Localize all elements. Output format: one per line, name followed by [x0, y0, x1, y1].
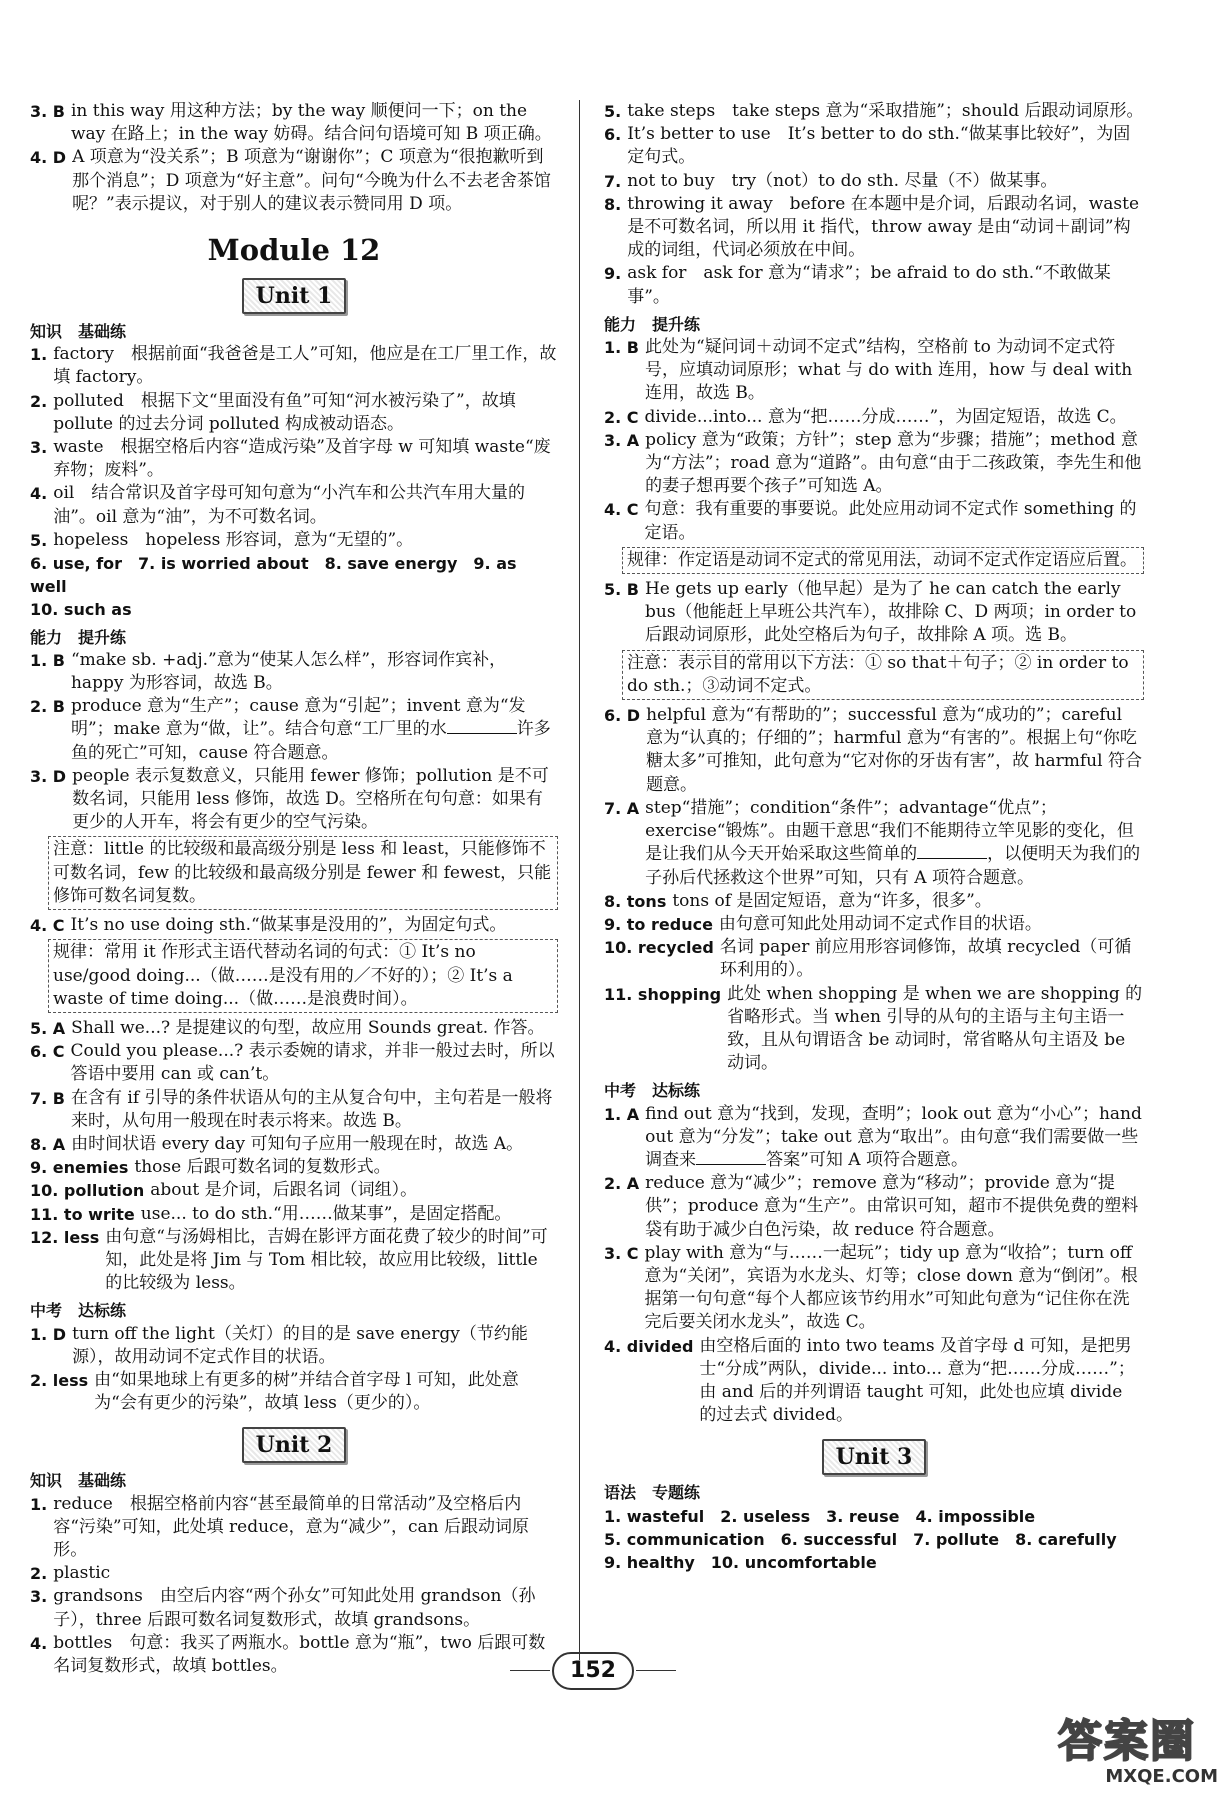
unit1-exam-list — [30, 1323, 558, 1416]
section-exam: 中考 达标练 — [604, 1081, 701, 1101]
answer-number: 8. A — [30, 1134, 66, 1154]
answer-explanation: in this way 用这种方法；by the way 顺便问一下；on the way 在路上；in the way 妨碍。结合问句语境可知 B 项正确。 — [70, 101, 552, 145]
answers-line: 9. healthy 10. uncomfortable — [604, 1552, 877, 1572]
answer-explanation: Shall we...? 是提建议的句型，故应用 Sounds great. 作答。 — [71, 1017, 545, 1038]
answer-item — [30, 1323, 558, 1369]
answer-number: 1. D — [30, 1324, 67, 1344]
answer-item: 1. B “make sb. +adj.”意为“使某人怎么样”，形容词作宾补，happy 为形容词，故选 B。 — [30, 649, 507, 694]
answer-item: 3. D people 表示复数意义，只能用 fewer 修饰；pollution 是不可数名词，只能用 less 修饰，故选 D。空格所在句句意：如果有更少的人开车，将会有更少的空气污染。 — [30, 765, 549, 833]
right-column — [604, 100, 1144, 1574]
answer-item — [30, 436, 558, 482]
answer-explanation: 此处 when shopping 是 when we are shopping 的省略形式。当 when 引导的从句的主语与主句主语一致，且从句谓语含 be 动词时，常省略从句主语及 be 动词。 — [727, 983, 1143, 1074]
answer-number: 2. — [30, 1564, 48, 1584]
section-basic: 知识 基础练 — [30, 1471, 127, 1491]
answer-item — [30, 100, 558, 146]
answer-explanation: play with 意为“与……一起玩”；tidy up 意为“收拾”；turn off 意为“关闭”，宾语为水龙头、灯等；close down 意为“倒闭”。根据第一句句意“每个人都应该节约用水”可知此句意为“记住你在洗完后要关闭水龙头”，故选 C。 — [644, 1242, 1138, 1333]
answer-number: 3. B — [30, 102, 65, 121]
answer-item — [604, 100, 1144, 123]
column-divider — [579, 100, 580, 1660]
answer-item — [30, 1017, 558, 1040]
answers-line: 1. wasteful 2. useless 3. reuse 4. impossible — [604, 1506, 1036, 1526]
answer-number: 4. — [30, 484, 48, 504]
answer-item: 1. A find out 意为“找到，发现，查明”；look out 意为“小心”；hand out 意为“分发”；take out 意为“取出”。由句意“我们需要做一些调查来 答案”可知 A 项符合题意。 — [604, 1103, 1142, 1170]
answer-number: 1. — [30, 1494, 48, 1514]
answer-number: 9. enemies — [30, 1158, 129, 1178]
section-basic: 知识 基础练 — [30, 322, 127, 342]
answer-number: 2. C — [604, 407, 639, 427]
answer-explanation: Could you please...? 表示委婉的请求，并非一般过去时，所以答语中要用 can 或 can’t。 — [70, 1041, 555, 1085]
answers-line: 6. use, for 7. is worried about 8. save energy 9. as well — [30, 554, 517, 597]
answer-explanation: bottles 句意：我买了两瓶水。bottle 意为“瓶”，two 后跟可数名词复数形式，故填 bottles。 — [53, 1632, 546, 1676]
answer-item — [604, 123, 1144, 169]
exam-list-rest — [604, 1172, 1144, 1427]
section-ability: 能力 提升练 — [604, 314, 701, 334]
answer-explanation: It’s better to use It’s better to do sth.“做某事比较好”，为固定句式。 — [627, 124, 1131, 168]
answer-item: 2. B produce 意为“生产”；cause 意为“引起”；invent 意为“发明”；make 意为“做，让”。结合句意“工厂里的水 许多鱼的死亡”可知，cause 符合题意。 — [30, 696, 551, 763]
answer-item — [604, 262, 1144, 308]
fill-blank — [447, 719, 517, 734]
answer-number: 12. less — [30, 1227, 100, 1247]
unit1-ability-list — [30, 1017, 558, 1295]
answer-item — [604, 913, 1144, 936]
answer-item — [30, 482, 558, 528]
answer-number: 4. divided — [604, 1336, 694, 1356]
answer-number: 5. — [30, 530, 48, 550]
answer-item — [604, 170, 1144, 193]
page-number: 152 — [552, 1652, 634, 1690]
answer-item — [604, 1172, 1144, 1242]
rule-box: 规律：常用 it 作形式主语代替动名词的句式：① It’s no use/good doing...（做……是没有用的／不好的）；② It’s a waste of time doing...（做……是浪费时间）。 — [48, 939, 558, 1013]
watermark-url: MXQE.COM — [1105, 1766, 1218, 1787]
fill-blank — [917, 844, 987, 859]
answer-item: 6. D helpful 意为“有帮助的”；successful 意为“成功的”；careful 意为“认真的；仔细的”；harmful 意为“有害的”。根据上句“你吃糖太多”可推知，此句意为“它对你的牙齿有害”，故 harmful 符合题意。 — [604, 705, 1142, 795]
answer-item — [604, 193, 1144, 263]
answers-line: 10. such as — [30, 600, 132, 620]
section-ability: 能力 提升练 — [30, 627, 127, 647]
answer-number: 3. C — [604, 1243, 639, 1263]
answer-item — [30, 1226, 558, 1296]
section-exam: 中考 达标练 — [30, 1301, 127, 1321]
answer-item — [30, 1369, 558, 1415]
answer-item — [604, 1335, 1144, 1428]
answer-item — [30, 1632, 558, 1678]
answer-item — [604, 336, 1144, 406]
answer-number: 3. — [30, 1587, 48, 1607]
answer-number: 9. to reduce — [604, 914, 713, 934]
answer-number: 1. — [30, 345, 48, 365]
answer-item — [30, 1179, 558, 1202]
answer-item — [30, 146, 558, 216]
answer-item — [604, 1242, 1144, 1335]
answer-item — [30, 529, 558, 552]
answer-item — [30, 1040, 558, 1086]
unit-3-badge: Unit 3 — [822, 1439, 927, 1475]
answer-number: 2. — [30, 391, 48, 411]
unit-2-badge: Unit 2 — [242, 1427, 347, 1463]
answer-item — [30, 1087, 558, 1133]
answer-explanation: throwing it away before 在本题中是介词，后跟动名词，waste 是不可数名词，所以用 it 指代，throw away 是由“动词＋副词”构成的词组，代词必须放在中间。 — [627, 193, 1140, 261]
answer-explanation: 由“如果地球上有更多的树”并结合首字母 l 可知，此处意为“会有更少的污染”，故填 less（更少的）。 — [94, 1369, 519, 1414]
answer-item: 5. B He gets up early（他早起）是为了 he can catch the early bus（他能赶上早班公共汽车），故排除 C、D 两项；in order to 后跟动词原形，此处空格后为句子，故排除 A 项。选 B。 — [604, 579, 1137, 646]
answer-item: 7. A step“措施”；condition“条件”；advantage“优点”；exercise“锻炼”。由题干意思“我们不能期待立竿见影的变化，但是让我们从今天开始采取这些简单的 ，以便明天为我们的子孙后代拯救这个世界”可知，只有 A 项符合题意。 — [604, 797, 1141, 888]
answer-number: 7. — [604, 171, 622, 191]
answer-explanation: 由时间状语 every day 可知句子应用一般现在时，故选 A。 — [71, 1133, 524, 1154]
answers-line: 5. communication 6. successful 7. pollute 8. carefully — [604, 1529, 1117, 1549]
answer-explanation: polluted 根据下文“里面没有鱼”可知“河水被污染了”，故填 pollute 的过去分词 polluted 构成被动语态。 — [53, 390, 516, 434]
answer-explanation: tons of 是固定短语，意为“许多，很多”。 — [672, 890, 992, 911]
answer-number: 3. A — [604, 430, 640, 450]
ability-list — [604, 336, 1144, 545]
answer-number: 5. A — [30, 1018, 66, 1038]
answer-explanation: grandsons 由空后内容“两个孙女”可知此处用 grandson（孙子），three 后跟可数名词复数形式，故填 grandsons。 — [53, 1586, 536, 1630]
answer-number: 4. — [30, 1633, 48, 1653]
answer-number: 11. to write — [30, 1204, 135, 1224]
answer-explanation: policy 意为“政策；方针”；step 意为“步骤；措施”；method 意为“方法”；road 意为“道路”。由句意“由于二孩政策，李先生和他的妻子想再要个孩子”可知选 A。 — [645, 429, 1142, 497]
answer-explanation: A 项意为“没关系”；B 项意为“谢谢你”；C 项意为“很抱歉听到那个消息”；D 项意为“好主意”。问句“今晚为什么不去老舍茶馆呢？”表示提议，对于别人的建议表示赞同用 D 项。 — [72, 147, 551, 214]
section-grammar: 语法 专题练 — [604, 1483, 701, 1503]
answer-number: 4. D — [30, 148, 67, 168]
note-box: 注意：表示目的常用以下方法：① so that＋句子；② in order to do sth.；③动词不定式。 — [622, 650, 1144, 700]
answer-number: 1. B — [604, 338, 639, 358]
rule-box: 规律：作定语是动词不定式的常见用法，动词不定式作定语应后置。 — [622, 547, 1144, 574]
unit2-basic-list — [30, 1493, 558, 1679]
answer-explanation: about 是介词，后跟名词（词组）。 — [150, 1180, 418, 1201]
answer-number: 2. A — [604, 1174, 640, 1194]
answer-explanation: reduce 意为“减少”；remove 意为“移动”；provide 意为“提供”；produce 意为“生产”。由常识可知，超市不提供免费的塑料袋有助于减少白色污染，故 reduce 符合题意。 — [645, 1173, 1139, 1240]
answer-item — [30, 343, 558, 389]
answer-explanation: plastic — [53, 1563, 111, 1584]
answer-explanation: those 后跟可数名词的复数形式。 — [134, 1157, 391, 1178]
answer-number: 10. recycled — [604, 938, 714, 958]
answer-explanation: 此处为“疑问词＋动词不定式”结构，空格前 to 为动词不定式符号，应填动词原形；what 与 do with 连用，how 与 deal with 连用，故选 B。 — [644, 337, 1133, 404]
answer-number: 3. — [30, 438, 48, 458]
answer-explanation: not to buy try（not）to do sth. 尽量（不）做某事。 — [627, 170, 1058, 191]
answer-number: 11. shopping — [604, 984, 722, 1004]
answer-item — [604, 498, 1144, 544]
answer-explanation: divide...into... 意为“把……分成……”，为固定短语，故选 C。 — [644, 406, 1127, 427]
answer-number: 9. — [604, 264, 622, 284]
answer-item — [30, 1562, 558, 1585]
left-top-items — [30, 100, 558, 216]
answer-number: 2. less — [30, 1370, 89, 1390]
answer-number: 6. — [604, 125, 622, 145]
ability-list-rest — [604, 890, 1144, 1076]
answer-explanation: turn off the light（关灯）的目的是 save energy（节约能源），故用动词不定式作目的状语。 — [72, 1323, 528, 1367]
answer-explanation: oil 结合常识及首字母可知句意为“小汽车和公共汽车用大量的油”。oil 意为“油”，为不可数名词。 — [53, 483, 526, 527]
answer-explanation: ask for ask for 意为“请求”；be afraid to do sth.“不敢做某事”。 — [627, 263, 1111, 307]
unit-1-badge: Unit 1 — [242, 278, 347, 314]
watermark-logo — [1058, 1718, 1218, 1794]
answer-explanation: take steps take steps 意为“采取措施”；should 后跟动词原形。 — [627, 101, 1144, 121]
answer-number: 6. C — [30, 1042, 65, 1062]
answer-explanation: use... to do sth.“用……做某事”，是固定搭配。 — [140, 1203, 512, 1224]
answer-explanation: 由句意“与汤姆相比，吉姆在影评方面花费了较少的时间”可知，此处是将 Jim 与 Tom 相比较，故应用比较级，little 的比较级为 less。 — [105, 1226, 548, 1294]
answer-explanation: 名词 paper 前应用形容词修饰，故填 recycled（可循环利用的）。 — [719, 937, 1132, 981]
answer-number: 8. tons — [604, 891, 667, 911]
answer-item — [30, 1203, 558, 1226]
answer-explanation: 在含有 if 引导的条件状语从句的主从复合句中，主句若是一般将来时，从句用一般现在时表示将来。故选 B。 — [70, 1087, 553, 1131]
answer-item — [30, 390, 558, 436]
answer-explanation: 由空格后面的 into two teams 及首字母 d 可知，是把男士“分成”两队，divide... into... 意为“把……分成……”；由 and 后的并列谓语 taught 可知，此处也应填 divide 的过去式 divided。 — [699, 1335, 1135, 1426]
answer-explanation: hopeless hopeless 形容词，意为“无望的”。 — [53, 529, 414, 550]
answer-explanation: 由句意可知此处用动词不定式作目的状语。 — [718, 913, 1042, 934]
answer-number: 5. — [604, 102, 622, 121]
answer-item — [30, 1133, 558, 1156]
module-title: Module 12 — [207, 233, 381, 268]
answer-item — [604, 429, 1144, 499]
left-column — [30, 100, 558, 1678]
answer-number: 4. C — [604, 500, 639, 520]
right-top-items — [604, 100, 1144, 309]
answer-explanation: 句意：我有重要的事要说。此处应用动词不定式作 something 的定语。 — [644, 499, 1137, 543]
answer-number: 7. B — [30, 1088, 65, 1108]
answer-item — [30, 1585, 558, 1631]
answer-item: 4. C It’s no use doing sth.“做某事是没用的”，为固定句式。 — [30, 915, 507, 936]
answer-item — [604, 406, 1144, 429]
note-box: 注意：little 的比较级和最高级分别是 less 和 least，只能修饰不可数名词，few 的比较级和最高级分别是 fewer 和 fewest，只能修饰可数名词复数。 — [48, 836, 558, 910]
answer-number: 10. pollution — [30, 1181, 145, 1201]
answer-number: 8. — [604, 194, 622, 214]
answer-explanation: reduce 根据空格前内容“甚至最简单的日常活动”及空格后内容“污染”可知，此处填 reduce，意为“减少”，can 后跟动词原形。 — [53, 1493, 529, 1560]
answer-explanation: factory 根据前面“我爸爸是工人”可知，他应是在工厂里工作，故填 factory。 — [53, 344, 557, 388]
answer-item — [604, 936, 1144, 982]
unit1-basic-list — [30, 343, 558, 552]
answer-item — [30, 1156, 558, 1179]
fill-blank — [696, 1150, 766, 1165]
answer-item — [30, 1493, 558, 1563]
answer-item — [604, 890, 1144, 913]
watermark-text: 答案圈 — [1058, 1716, 1196, 1767]
answer-item — [604, 983, 1144, 1076]
answer-explanation: waste 根据空格后内容“造成污染”及首字母 w 可知填 waste“废弃物；废料”。 — [53, 437, 551, 481]
